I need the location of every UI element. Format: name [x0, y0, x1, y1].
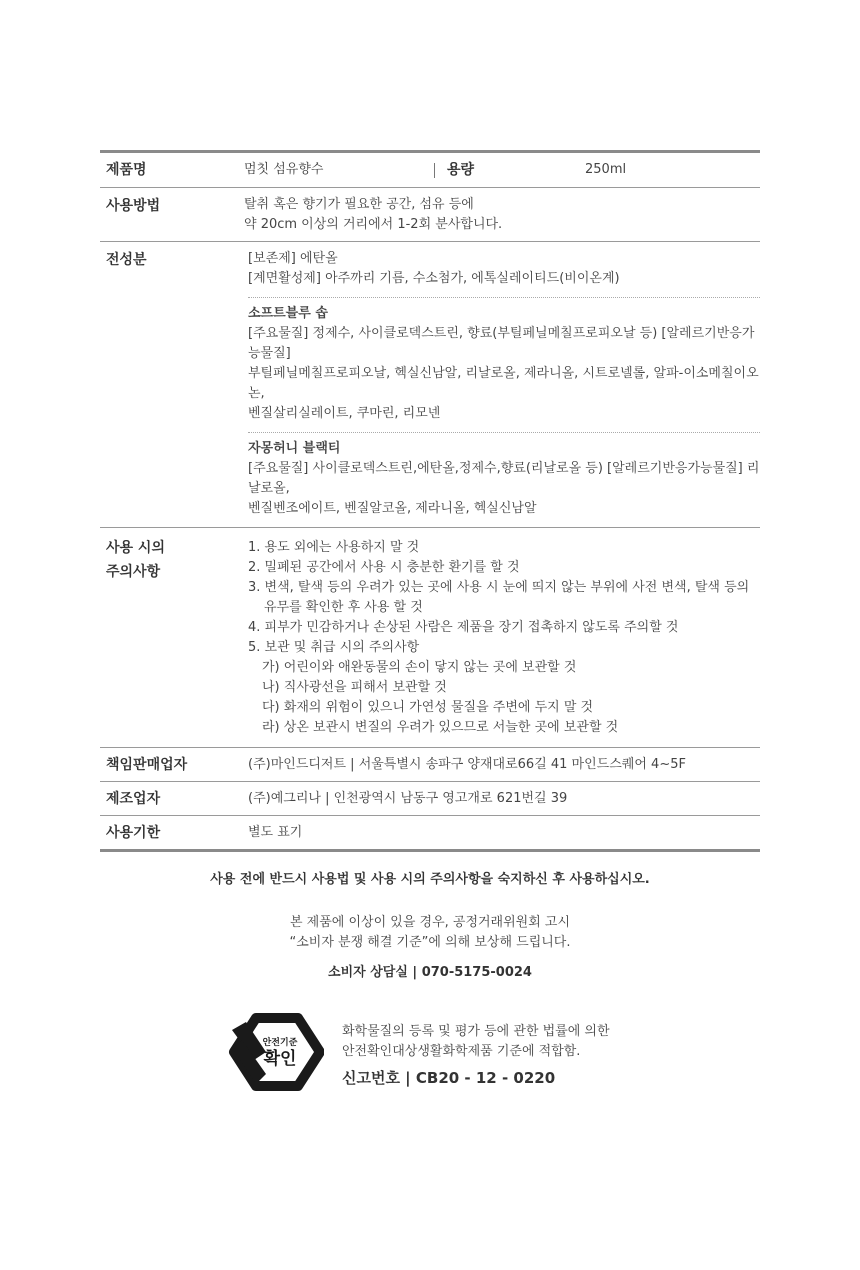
usage-row [100, 187, 760, 241]
maker-value: (주)예그리나 | 인천광역시 남동구 영고개로 621번길 39 [248, 790, 568, 806]
ingredients-block: 소프트블루 솝 [주요물질] 정제수, 사이클로덱스트린, 향료(부틸페닐메칠프로피오날 등) [알레르기반응가능물질] 부틸페닐메칠프로피오날, 헥실신남알, 리날로올, 제라니올, 시트로넬롤, 알파-이소메칠이오논, 벤질살리실레이트, 쿠마린, 리모넨 [248, 297, 760, 432]
ingredients-common: [보존제] 에탄올 [계면활성제] 아주까리 기름, 수소첨가, 에톡실레이티드(비이온계) [248, 251, 620, 286]
maker-row [100, 781, 760, 815]
caution-sub-item: 나) 직사광선을 피해서 보관할 것 [262, 680, 447, 695]
cert-line: 화학물질의 등록 및 평가 등에 관한 법률에 의한 [342, 1024, 610, 1039]
caution-item: 2. 밀폐된 공간에서 사용 시 충분한 환기를 할 것 [248, 560, 520, 575]
seller-value: (주)마인드디저트 | 서울특별시 송파구 양재대로66길 41 마인드스퀘어 4~5F [248, 756, 686, 772]
caution-item: 5. 보관 및 취급 시의 주의사항 [248, 640, 420, 655]
product-name-label: 제품명 [106, 162, 147, 178]
volume-label: 용량 [447, 162, 475, 178]
product-name-row [100, 153, 760, 187]
volume-value: 250ml [585, 162, 627, 177]
expiry-row [100, 815, 760, 849]
caution-item: 4. 피부가 민감하거나 손상된 사람은 제품을 장기 접촉하지 않도록 주의할 것 [248, 620, 679, 635]
caution-item: 1. 용도 외에는 사용하지 말 것 [248, 540, 420, 555]
caution-row [100, 527, 760, 747]
ingredients-block: 자몽허니 블랙티 [주요물질] 사이클로덱스트린,에탄올,정제수,향료(리날로올 등) [알레르기반응가능물질] 리날로올, 벤질벤조에이트, 벤질알코올, 제라니올, 헥실신남알 [248, 432, 760, 527]
safety-check-logo-icon [228, 1012, 324, 1092]
warranty-line: 본 제품에 이상이 있을 경우, 공정거래위원회 고시 [289, 915, 571, 930]
cert-line: 안전확인대상생활화학제품 기준에 적합함. [342, 1044, 581, 1059]
maker-label: 제조업자 [106, 790, 161, 807]
safety-certification [228, 1012, 788, 1102]
caution-label: 사용 시의 주의사항 [106, 540, 165, 580]
logo-main-text: 확인 [263, 1049, 297, 1069]
usage-notice: 사용 전에 반드시 사용법 및 사용 시의 주의사항을 숙지하신 후 사용하십시오. [210, 872, 650, 887]
customer-center: 소비자 상담실 | 070-5175-0024 [328, 965, 532, 980]
caution-item: 3. 변색, 탈색 등의 우려가 있는 곳에 사용 시 눈에 띄지 않는 부위에 사전 변색, 탈색 등의 [248, 580, 750, 595]
caution-sub-item: 가) 어린이와 애완동물의 손이 닿지 않는 곳에 보관할 것 [262, 660, 577, 675]
usage-label: 사용방법 [106, 198, 161, 214]
expiry-label: 사용기한 [106, 824, 161, 841]
registration-number: 신고번호 | CB20 - 12 - 0220 [342, 1069, 556, 1087]
seller-label: 책임판매업자 [106, 756, 188, 773]
scent-title: 자몽허니 블랙티 [248, 441, 341, 456]
caution-sub-item: 라) 상온 보관시 변질의 우려가 있으므로 서늘한 곳에 보관할 것 [262, 720, 619, 735]
ingredients-label: 전성분 [106, 252, 147, 268]
logo-top-text: 안전기준 [262, 1038, 298, 1048]
product-info-table [100, 150, 760, 852]
product-name-value: 멈칫 섬유향수 [244, 162, 324, 177]
warranty-line: “소비자 분쟁 해결 기준”에 의해 보상해 드립니다. [289, 935, 571, 950]
caution-sub-item: 다) 화재의 위험이 있으니 가연성 물질을 주변에 두지 말 것 [262, 700, 594, 715]
ingredients-row [100, 241, 760, 527]
usage-line: 약 20cm 이상의 거리에서 1-2회 분사합니다. [244, 217, 503, 232]
scent-title: 소프트블루 솝 [248, 306, 328, 321]
expiry-value: 별도 표기 [248, 824, 303, 840]
divider [434, 163, 435, 178]
usage-line: 탈취 혹은 향기가 필요한 공간, 섬유 등에 [244, 197, 474, 212]
caution-item: 유무를 확인한 후 사용 할 것 [264, 600, 423, 615]
seller-row [100, 747, 760, 781]
